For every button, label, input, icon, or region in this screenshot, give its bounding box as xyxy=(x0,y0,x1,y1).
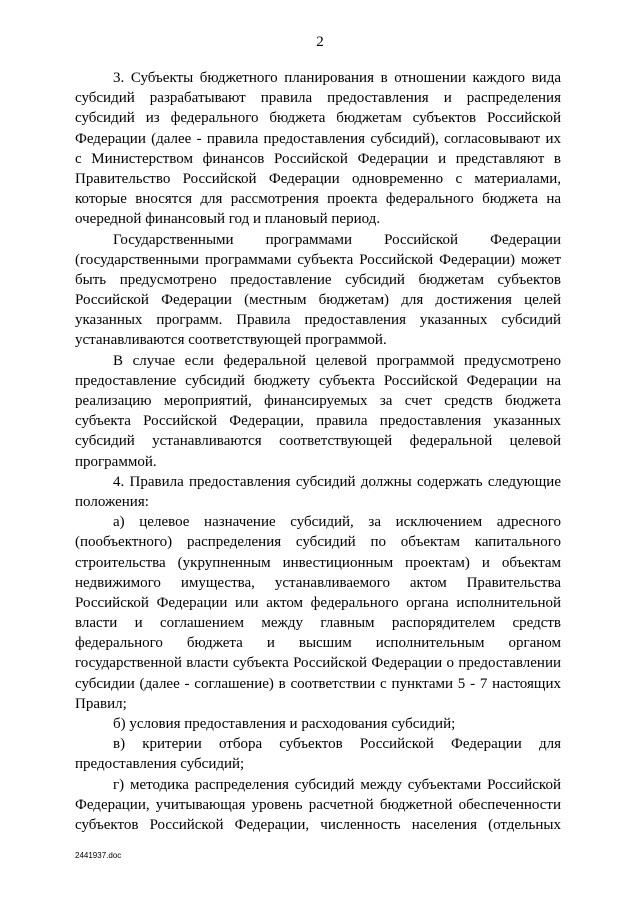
text-line: 3. Субъекты бюджетного планирования в отношении каждого вида xyxy=(113,70,561,86)
text-line: субъектов Российской Федерации, численность населения (отдельных xyxy=(75,816,561,833)
text-line: Российской Федерации (местным бюджетам) для достижения целей xyxy=(75,292,561,309)
text-line: Государственными программами Российской Федерации xyxy=(113,231,561,248)
page-number: 2 xyxy=(316,34,324,50)
text-line: Российской Федерации или актом федерального органа исполнительной xyxy=(75,594,561,611)
text-line: субсидий устанавливаются соответствующей федеральной целевой xyxy=(75,433,561,450)
text-line: программой. xyxy=(75,453,157,470)
text-line: которые вносятся для рассмотрения проекта федерального бюджета на xyxy=(75,191,561,208)
text-line: указанных программ. Правила предоставления указанных субсидий xyxy=(75,312,561,329)
text-line: предоставления субсидий; xyxy=(75,756,245,773)
text-line: федерального бюджета и высшим исполнительным органом xyxy=(75,635,561,652)
text-line: строительства (укрупненным инвестиционным проектам) и объектам xyxy=(75,554,561,571)
text-line: а) целевое назначение субсидий, за исключением адресного xyxy=(113,514,561,531)
text-line: предоставление субсидий бюджету субъекта Российской Федерации на xyxy=(75,372,561,389)
text-line: власти и соглашением между главным распорядителем средств xyxy=(75,615,561,632)
text-line: Правил; xyxy=(75,695,127,712)
text-line: г) методика распределения субсидий между субъектами Российской xyxy=(113,776,561,793)
text-line: быть предусмотрено предоставление субсидий бюджетам субъектов xyxy=(75,271,561,288)
text-line: субсидии (далее - соглашение) в соответствии с пунктами 5 - 7 настоящих xyxy=(75,675,561,692)
text-line: В случае если федеральной целевой программой предусмотрено xyxy=(113,352,561,369)
text-line: недвижимого имущества, устанавливаемого актом Правительства xyxy=(75,574,561,591)
document-body xyxy=(75,68,561,835)
text-line: устанавливаются соответствующей программой. xyxy=(75,332,387,349)
text-line: субсидий разрабатывают правила предоставления и распределения xyxy=(75,90,561,107)
text-line: Правительство Российской Федерации одновременно с материалами, xyxy=(75,170,561,187)
document-file-code: 2441937.doc xyxy=(75,851,122,860)
text-line: субсидий из федерального бюджета бюджетам субъектов Российской xyxy=(75,110,561,127)
text-line: 4. Правила предоставления субсидий должны содержать следующие xyxy=(113,473,561,490)
text-line: субъекта Российской Федерации, правила предоставления указанных xyxy=(75,413,561,430)
text-line: реализацию мероприятий, финансируемых за счет средств бюджета xyxy=(75,393,561,409)
text-line: Федерации (далее - правила предоставления субсидий), согласовывают их xyxy=(75,130,561,147)
text-line: б) условия предоставления и расходования субсидий; xyxy=(113,716,456,732)
text-line: положения: xyxy=(75,493,149,510)
text-line: с Министерством финансов Российской Федерации и представляют в xyxy=(75,150,561,167)
text-line: (государственными программами субъекта Российской Федерации) может xyxy=(75,251,561,268)
text-line: очередной финансовый год и плановый период. xyxy=(75,211,381,228)
text-line: Федерации, учитывающая уровень расчетной бюджетной обеспеченности xyxy=(75,796,561,813)
text-line: (пообъектного) распределения субсидий по объектам капитального xyxy=(75,534,561,551)
text-line: государственной власти субъекта Российской Федерации о предоставлении xyxy=(75,655,561,672)
text-line: в) критерии отбора субъектов Российской Федерации для xyxy=(113,736,561,753)
